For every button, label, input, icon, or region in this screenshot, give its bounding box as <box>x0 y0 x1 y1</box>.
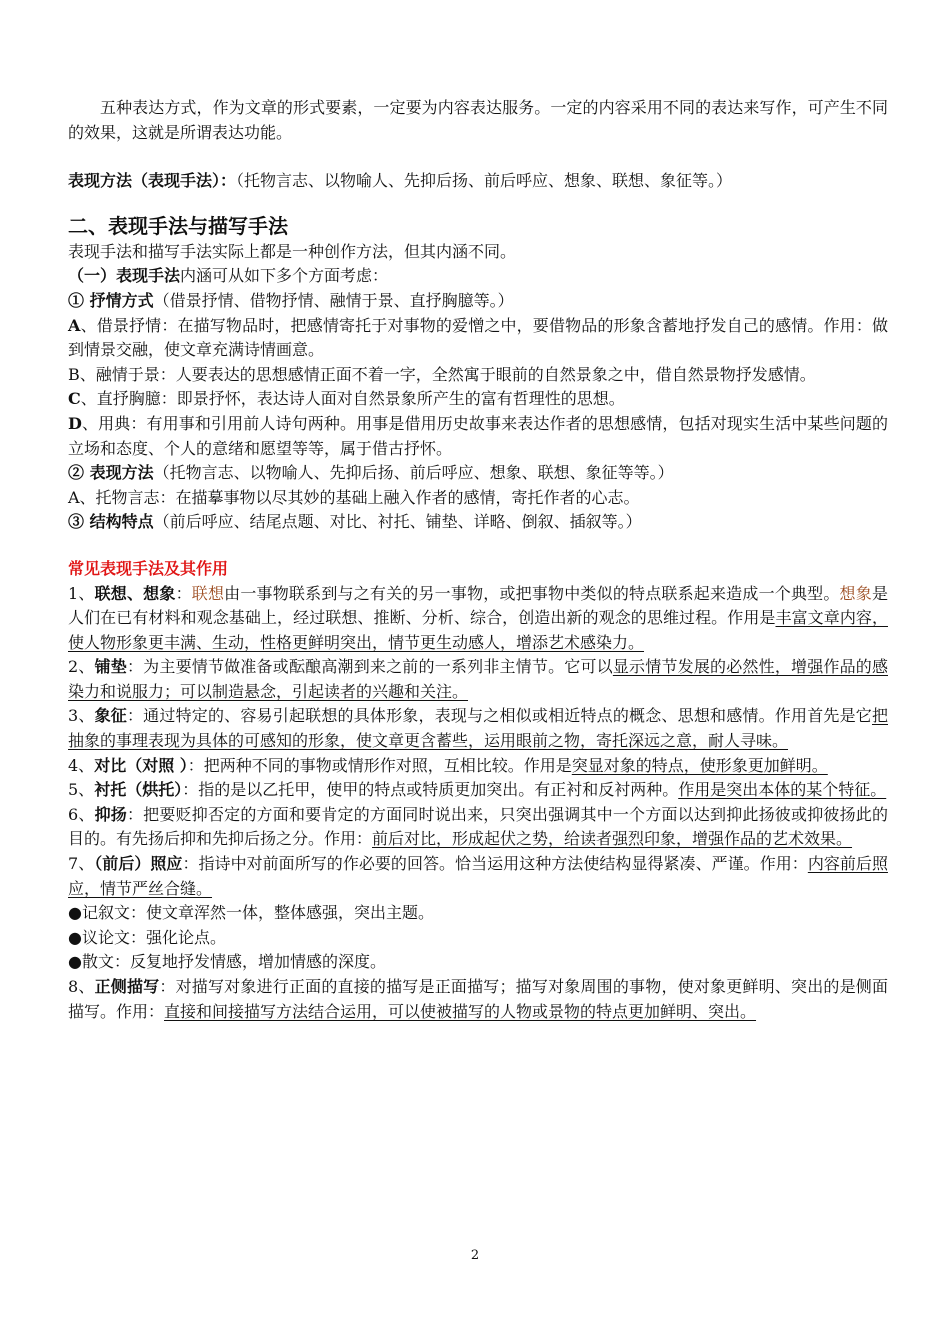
entry-7-text: ：指诗中对前面所写的作必要的回答。恰当运用这种方法使结构显得紧凑、严谨。作用： <box>182 854 808 874</box>
page-number: 2 <box>470 1248 480 1263</box>
section2-title: 二、表现手法与描写手法 <box>68 213 288 238</box>
item-c-paragraph <box>68 387 888 412</box>
entry-1-text-2: 是人们在已有材料和观念基础上，经过联想、推断、分析、综合，创造出新的观念的思维过程。作用是 <box>68 583 888 628</box>
entry-4-number: 4、 <box>68 755 95 775</box>
entry-5-label: 衬托（烘托） <box>94 780 183 800</box>
item-c-label: C <box>68 389 81 409</box>
entry-8-number: 8、 <box>68 977 95 996</box>
entry-5-effect: 作用是突出本体的某个特征。 <box>678 780 887 800</box>
item-a2-paragraph: A、托物言志：在描摹事物以尽其妙的基础上融入作者的感情，寄托作者的心志。 <box>68 487 640 507</box>
entry-6-number: 6、 <box>68 804 95 824</box>
entry-1-effect: 丰富文章内容，使人物形象更丰满、生动，性格更鲜明突出，情节更生动感人，增添艺术感染力。 <box>68 608 888 652</box>
item1-text: （借景抒情、借物抒情、融情于景、直抒胸臆等。） <box>153 290 514 310</box>
entry-6 <box>68 803 888 852</box>
entry-1-text-1: 由一事物联系到与之有关的另一事物，或把事物中类似的特点联系起来造成一个典型。 <box>224 583 840 603</box>
bullet-prose: ●散文：反复地抒发情感，增加情感的深度。 <box>68 952 386 972</box>
entry-5-number: 5、 <box>68 780 95 800</box>
entry-2-effect: 显示情节发展的必然性，增强作品的感染力和说服力；可以制造悬念，引起读者的兴趣和关注。 <box>68 657 888 701</box>
entry-2-number: 2、 <box>68 657 95 677</box>
entry-2 <box>68 655 888 704</box>
entry-7-number: 7、 <box>68 854 95 874</box>
item3-label: ③ 结构特点 <box>68 512 154 532</box>
item-a-label: A <box>68 315 81 335</box>
item2-line <box>68 461 888 486</box>
item-a-text: 、借景抒情：在描写物品时，把感情寄托于对事物的爱憎之中，要借物品的形象含蓄地抒发自己的感情。作用：做到情景交融，使文章充满诗情画意。 <box>68 315 888 360</box>
entry-8-text: ：对描写对象进行正面的直接的描写是正面描写；描写对象周围的事物，使对象更鲜明、突出的是侧面描写。作用： <box>68 977 888 1021</box>
item-d-paragraph <box>68 412 888 461</box>
item-d-text: 、用典：有用事和引用前人诗句两种。用事是借用历史故事来表达作者的思想感情，包括对现实生活中某些问题的立场和态度、个人的意绪和愿望等等，属于借古抒怀。 <box>68 413 888 458</box>
entry-8-effect: 直接和间接描写方法结合运用，可以使被描写的人物或景物的特点更加鲜明、突出。 <box>164 1001 757 1021</box>
entry-1-keyword-2: 想象 <box>839 583 872 603</box>
item3-line <box>68 510 888 535</box>
bullet-narrative: ●记叙文：使文章浑然一体，整体感强，突出主题。 <box>68 903 434 923</box>
methods-label: 表现方法（表现手法）： <box>68 171 237 191</box>
entry-7-label: （前后）照应 <box>94 854 183 874</box>
entry-8 <box>68 975 888 1024</box>
subsection1-label: （一）表现手法 <box>68 266 181 286</box>
entry-3 <box>68 704 888 753</box>
entry-5-text: ：指的是以乙托甲，使甲的特点或特质更加突出。有正衬和反衬两种。 <box>182 780 679 800</box>
subsection1-line <box>68 264 888 289</box>
entry-1-keyword-1: 联想 <box>191 583 225 603</box>
entry-3-effect: 把抽象的事理表现为具体的可感知的形象，使文章更含蓄些，运用眼前之物，寄托深远之意，耐人寻味。 <box>68 706 888 751</box>
entry-1-colon: ： <box>175 583 192 603</box>
item-c-text: 、直抒胸臆：即景抒怀，表达诗人面对自然景象所产生的富有哲理性的思想。 <box>80 389 625 409</box>
entry-3-label: 象征 <box>94 706 127 726</box>
entry-4-effect: 突显对象的特点，使形象更加鲜明。 <box>571 755 828 775</box>
entry-4-text: ：把两种不同的事物或情形作对照，互相比较。作用是 <box>187 755 572 775</box>
entry-1-label: 联想、想象 <box>94 583 176 603</box>
entry-4-label: 对比（对照 ） <box>94 755 188 775</box>
document-page <box>68 96 888 1024</box>
item2-text: （托物言志、以物喻人、先抑后扬、前后呼应、想象、联想、象征等等。） <box>153 463 674 483</box>
item-d-label: D <box>68 413 82 433</box>
item-a-paragraph <box>68 314 888 363</box>
item-b-paragraph: B、融情于景：人要表达的思想感情正面不着一字，全然寓于眼前的自然景象之中，借自然景物抒发感情。 <box>68 364 816 384</box>
item3-text: （前后呼应、结尾点题、对比、衬托、铺垫、详略、倒叙、插叙等。） <box>153 512 642 532</box>
entry-7 <box>68 852 888 901</box>
intro-paragraph: 五种表达方式，作为文章的形式要素，一定要为内容表达服务。一定的内容采用不同的表达来写作，可产生不同的效果，这就是所谓表达功能。 <box>68 98 888 142</box>
item1-label: ① 抒情方式 <box>68 290 154 310</box>
entry-1 <box>68 582 888 656</box>
entry-3-text: ：通过特定的、容易引起联想的具体形象，表现与之相似或相近特点的概念、思想和感情。作用首先是它 <box>126 706 872 726</box>
entry-6-label: 抑扬 <box>94 804 127 824</box>
entry-2-text: ：为主要情节做准备或酝酿高潮到来之前的一系列非主情节。它可以 <box>126 657 613 677</box>
methods-text: （托物言志、以物喻人、先抑后扬、前后呼应、想象、联想、象征等。） <box>236 171 733 191</box>
methods-line <box>68 169 888 194</box>
entry-2-label: 铺垫 <box>94 657 127 677</box>
subsection1-text: 内涵可从如下多个方面考虑： <box>180 266 389 286</box>
entry-4 <box>68 754 888 779</box>
entry-6-effect: 前后对比，形成起伏之势，给读者强烈印象，增强作品的艺术效果。 <box>372 829 853 849</box>
entry-5 <box>68 778 888 803</box>
entry-6-text: ：把要贬抑否定的方面和要肯定的方面同时说出来，只突出强调其中一个方面以达到抑此扬彼或抑彼扬此的目的。有先扬后抑和先抑后扬之分。作用： <box>68 804 888 849</box>
entry-8-label: 正侧描写 <box>94 977 160 996</box>
section2-intro: 表现手法和描写手法实际上都是一种创作方法，但其内涵不同。 <box>68 241 517 261</box>
item2-label: ② 表现方法 <box>68 463 154 483</box>
entry-1-number: 1、 <box>68 583 95 603</box>
item1-line <box>68 289 888 314</box>
common-heading: 常见表现手法及其作用 <box>68 558 229 578</box>
entry-7-effect: 内容前后照应，情节严丝合缝。 <box>68 854 888 898</box>
entry-3-number: 3、 <box>68 706 95 726</box>
bullet-argumentative: ●议论文：强化论点。 <box>68 927 226 947</box>
